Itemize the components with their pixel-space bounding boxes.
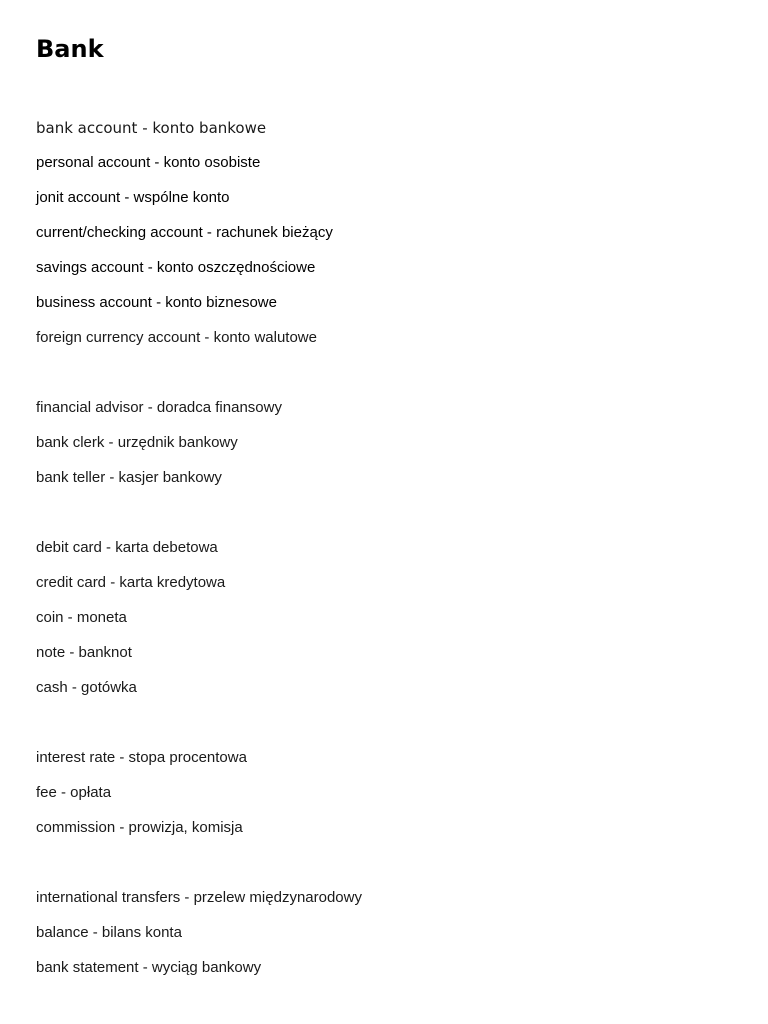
vocabulary-entry: current/checking account - rachunek bieżący bbox=[36, 224, 333, 241]
vocabulary-entry: credit card - karta kredytowa bbox=[36, 574, 226, 591]
vocabulary-entry: business account - konto biznesowe bbox=[36, 294, 277, 311]
vocabulary-entry: international transfers - przelew międzynarodowy bbox=[36, 889, 362, 906]
vocabulary-entry: financial advisor - doradca finansowy bbox=[36, 399, 282, 416]
vocabulary-entry: fee - opłata bbox=[36, 784, 112, 801]
vocabulary-entry: balance - bilans konta bbox=[36, 924, 182, 941]
page-title: Bank bbox=[36, 35, 104, 63]
vocabulary-entry: personal account - konto osobiste bbox=[36, 154, 261, 171]
vocabulary-entry: interest rate - stopa procentowa bbox=[36, 749, 247, 766]
vocabulary-group-charges bbox=[36, 748, 247, 853]
vocabulary-entry: commission - prowizja, komisja bbox=[36, 819, 243, 836]
vocabulary-group-money bbox=[36, 538, 225, 713]
vocabulary-group-accounts bbox=[36, 118, 333, 363]
vocabulary-entry: foreign currency account - konto walutowe bbox=[36, 329, 317, 346]
vocabulary-entry: note - banknot bbox=[36, 644, 132, 661]
vocabulary-entry: coin - moneta bbox=[36, 609, 127, 626]
vocabulary-entry: debit card - karta debetowa bbox=[36, 539, 218, 556]
vocabulary-entry: cash - gotówka bbox=[36, 679, 137, 696]
vocabulary-group-staff bbox=[36, 398, 282, 503]
vocabulary-entry: bank statement - wyciąg bankowy bbox=[36, 959, 262, 976]
vocabulary-entry: bank clerk - urzędnik bankowy bbox=[36, 434, 238, 451]
vocabulary-entry: bank teller - kasjer bankowy bbox=[36, 469, 222, 486]
vocabulary-entry: bank account - konto bankowe bbox=[36, 119, 267, 137]
vocabulary-entry: jonit account - wspólne konto bbox=[36, 189, 230, 206]
vocabulary-entry: savings account - konto oszczędnościowe bbox=[36, 259, 316, 276]
vocabulary-group-transactions bbox=[36, 888, 362, 993]
